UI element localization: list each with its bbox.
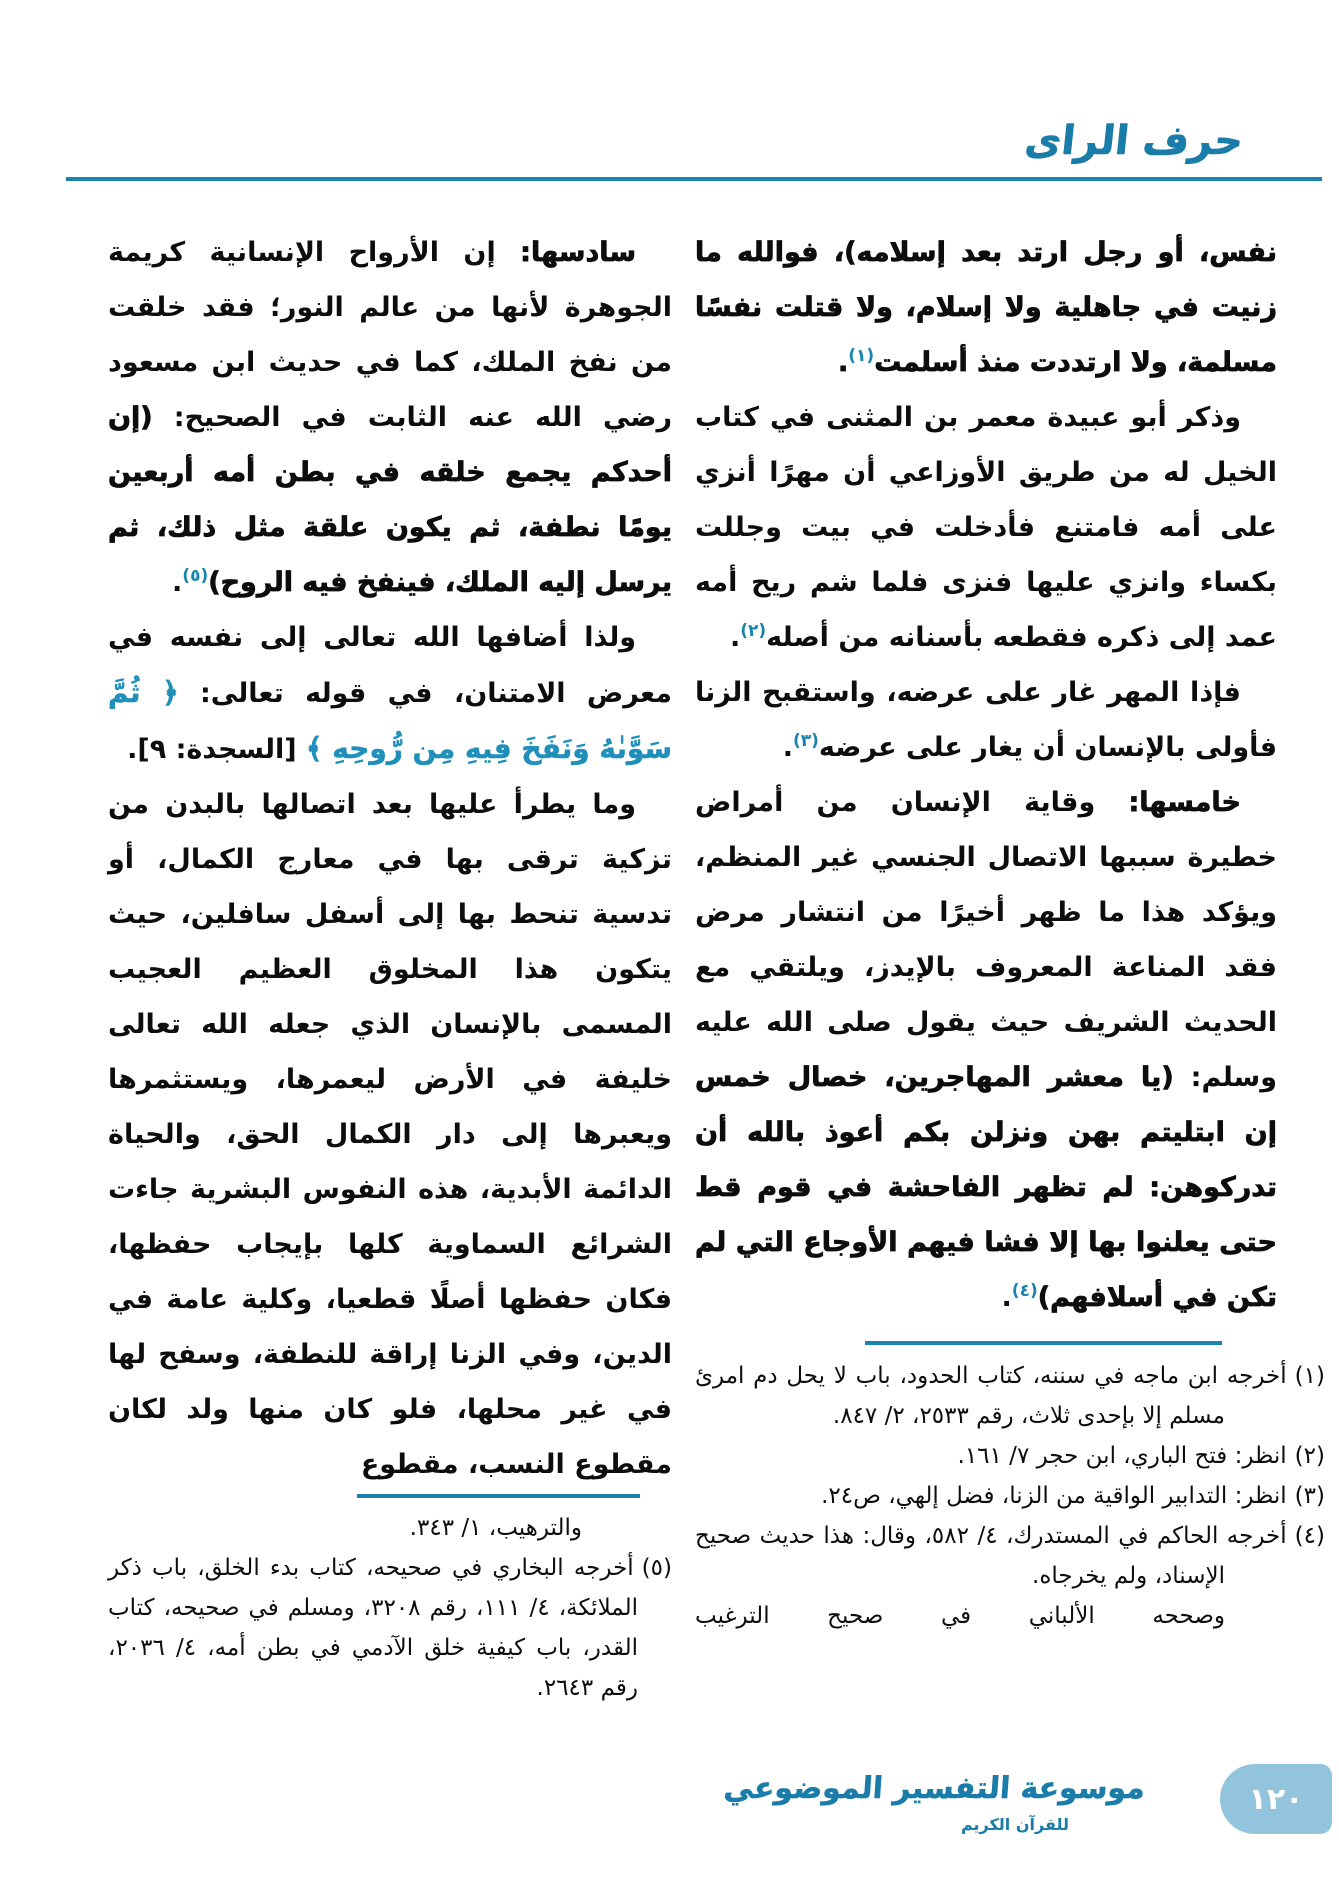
footnote-text: أخرجه ابن ماجه في سننه، كتاب الحدود، باب لا يحل دم امرئ مسلم إلا بإحدى ثلاث، رقم ٢٥٣٣، ٢/ ٨٤٧. (695, 1363, 1287, 1429)
hadith-quote-text: (إن أحدكم يجمع خلقه في بطن أمه أربعين يومًا نطفة، ثم يكون علقة مثل ذلك، ثم يرسل إليه الملك، فينفخ فيه الروح) (108, 402, 672, 598)
sentence-period: . (837, 347, 849, 378)
paragraph-hadith-continuation (695, 225, 1277, 390)
quran-verse: ﴿ ثُمَّ سَوَّىٰهُ وَنَفَخَ فِيهِ مِن رُّوحِهِ ﴾ (108, 676, 672, 765)
publisher-logo (722, 1763, 1147, 1835)
body-text: وقاية الإنسان من أمراض خطيرة سببها الاتصال الجنسي غير المنظم، ويؤكد هذا ما ظهر أخيرًا من انتشار مرض فقد المناعة المعروف بالإيدز، ويلتقي مع الحديث الشريف حيث يقول صلى الله عليه وسلم: (695, 787, 1277, 1093)
verse-reference: [السجدة: ٩]. (127, 734, 307, 765)
hadith-quote-text: (يا معشر المهاجرين، خصال خمس إن ابتليتم بهن ونزلن بكم أعوذ بالله أن تدركوهن: لم تظهر الفاحشة في قوم قط حتى يعلنوا بها إلا فشا فيهم الأوجاع التي لم تكن في أسلافهم) (695, 1062, 1277, 1313)
sentence-period: . (729, 622, 741, 653)
footnote-marker: (٣) (1294, 1483, 1325, 1509)
footnote-ref-5: (٥) (182, 566, 209, 586)
footnote-ref-2: (٢) (740, 621, 767, 641)
footnote-text: انظر: فتح الباري، ابن حجر ٧/ ١٦١. (957, 1443, 1287, 1469)
sentence-period: . (782, 732, 793, 763)
footnote-text: انظر: التدابير الواقية من الزنا، فضل إلهي، ص٢٤. (821, 1483, 1287, 1509)
logo-title-calligraphy: موسوعة التفسير الموضوعي (722, 1771, 1147, 1806)
header-divider-rule (66, 177, 1322, 181)
logo-subtitle-calligraphy: للقرآن الكريم (960, 1815, 1070, 1834)
footnote-marker: (١) (1294, 1363, 1325, 1389)
footnote-separator-right (865, 1341, 1222, 1345)
column-left (108, 225, 672, 1480)
hadith-quote-text: نفس، أو رجل ارتد بعد إسلامه)، فوالله ما زنيت في جاهلية ولا إسلام، ولا قتلت نفسًا مسلمة، ولا ارتددت منذ أسلمت (695, 237, 1277, 378)
paragraph-soul-body (108, 777, 672, 1492)
footnote-text: والترهيب، ١/ ٣٤٣. (409, 1515, 582, 1541)
body-text: وما يطرأ عليها بعد اتصالها بالبدن من تزكية ترقى بها في معارج الكمال، أو تدسية تنحط بها إلى أسفل سافلين، حيث يتكون هذا المخلوق العظيم العجيب المسمى بالإنسان الذي جعله الله تعالى خليفة في الأرض ليعمرها، ويستثمرها ويعبرها إلى دار الكمال الحق، والحياة الدائمة الأبدية، هذه النفوس البشرية جاءت الشرائع السماوية كلها بإيجاب حفظها، فكان حفظها أصلًا قطعيا، وكلية عامة في الدين، وفي الزنا إراقة للنطفة، وسفح لها في غير محلها، فلو كان منها ولد لكان مقطوع النسب، مقطوع (108, 789, 672, 1480)
sentence-period: . (1001, 1282, 1012, 1313)
chapter-title-calligraphy: حرف الراى (1022, 118, 1246, 164)
column-right (695, 225, 1277, 1337)
point-lead-sadisuha: سادسها: (520, 237, 636, 268)
point-lead-khamisuha: خامسها: (1128, 787, 1241, 818)
sentence-period: . (172, 567, 183, 598)
footnote-4-continuation-end (108, 1508, 672, 1548)
footnote-ref-1: (١) (848, 346, 875, 366)
footnote-marker: (٥) (641, 1555, 672, 1581)
paragraph-mohr (695, 665, 1277, 775)
footnote-4-continuation (695, 1596, 1277, 1636)
body-text: ولذا أضافها الله تعالى إلى نفسه في معرض الامتنان، في قوله تعالى: (108, 622, 672, 709)
footnote-ref-4: (٤) (1011, 1281, 1038, 1301)
paragraph-fifth-point (695, 775, 1277, 1325)
footnote-3 (695, 1476, 1325, 1516)
paragraph-quran-citation (108, 610, 672, 777)
paragraph-sixth-point (108, 225, 672, 610)
footnote-marker: (٢) (1294, 1443, 1325, 1469)
footnote-1 (695, 1356, 1325, 1436)
paragraph-abu-ubaida (695, 390, 1277, 665)
footnote-separator-left (357, 1494, 640, 1498)
footnote-ref-3: (٣) (792, 731, 819, 751)
footnotes-left (108, 1508, 672, 1760)
footnote-text: وصححه الألباني في صحيح الترغيب (695, 1603, 1225, 1629)
footnote-text: أخرجه البخاري في صحيحه، كتاب بدء الخلق، باب ذكر الملائكة، ٤/ ١١١، رقم ٣٢٠٨، ومسلم في صحيحه، كتاب القدر، باب كيفية خلق الآدمي في بطن أمه، ٤/ ٢٠٣٦، رقم ٢٦٤٣. (108, 1555, 638, 1701)
body-text: فإذا المهر غار على عرضه، واستقبح الزنا فأولى بالإنسان أن يغار على عرضه (695, 677, 1277, 763)
footnote-5 (108, 1548, 672, 1708)
footnote-2 (695, 1436, 1325, 1476)
body-text: وذكر أبو عبيدة معمر بن المثنى في كتاب الخيل له من طريق الأوزاعي أن مهرًا أنزي على أمه فامتنع فأدخلت في بيت وجللت بكساء وانزي عليها فنزى فلما شم ريح أمه عمد إلى ذكره فقطعه بأسنانه من أصله (695, 402, 1277, 653)
footnote-text: أخرجه الحاكم في المستدرك، ٤/ ٥٨٢، وقال: هذا حديث صحيح الإسناد، ولم يخرجاه. (695, 1523, 1287, 1589)
footnote-marker: (٤) (1294, 1523, 1325, 1549)
page-number-badge (1220, 1764, 1332, 1834)
page-number: ١٢٠ (1248, 1781, 1304, 1817)
footnote-4 (695, 1516, 1325, 1596)
footnotes-right (695, 1356, 1325, 1760)
body-text: إن الأرواح الإنسانية كريمة الجوهرة لأنها من عالم النور؛ فقد خلقت من نفخ الملك، كما في حديث ابن مسعود رضي الله عنه الثابت في الصحيح: (108, 237, 672, 433)
